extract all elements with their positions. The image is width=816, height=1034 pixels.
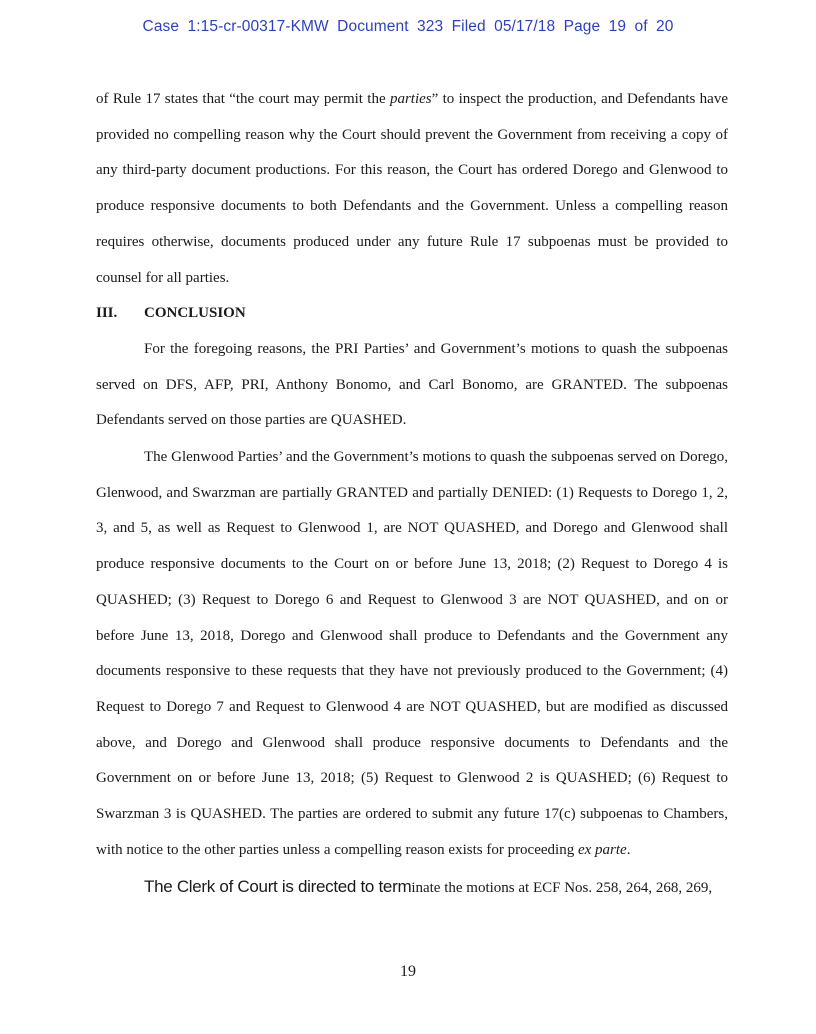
paragraph-continuation — [96, 82, 728, 296]
paragraph-4-text: inate the motions at ECF Nos. 258, 264, 268, 269, — [411, 880, 713, 897]
paragraph-clerk — [96, 869, 728, 907]
case-header: Case 1:15-cr-00317-KMW Document 323 Filed 05/17/18 Page 19 of 20 — [142, 18, 674, 35]
page-number: 19 — [400, 963, 416, 980]
paragraph-conclusion-1: For the foregoing reasons, the PRI Parties’ and Government’s motions to quash the subpoenas served on DFS, AFP, PRI, Anthony Bonomo, and Carl Bonomo, are GRANTED. The subpoenas Defendants served on those parties are QUASHED. — [96, 340, 728, 429]
section-heading — [96, 296, 728, 332]
paragraph-4-emphasized: The Clerk of Court is directed to term — [144, 877, 412, 897]
paragraph-3-italic: ex parte — [577, 841, 627, 858]
paragraph-1-text-a: of Rule 17 states that “the court may permit the — [96, 91, 390, 107]
paragraph-3-text: The Glenwood Parties’ and the Government’s motions to quash the subpoenas served on Dorego, Glenwood, and Swarzman are partially GRANTED and partially DENIED: (1) Requests to Dorego 1, 2, 3, and 5, as well as Request to Glenwood 1, are NOT QUASHED, and Dorego and Glenwood shall produce responsive documents to the Court on or before June 13, 2018; (2) Request to Dorego 4 is QUASHED; (3) Request to Dorego 6 and Request to Glenwood 3 are NOT QUASHED, and on or before June 13, 2018, Dorego and Glenwood shall produce to Defendants and the Government any documents responsive to these requests that they have not previously produced to the Government; (4) Request to Dorego 7 and Request to Glenwood 4 are NOT QUASHED, but are modified as discussed above, and Dorego and Glenwood shall produce responsive documents to Defendants and the Government on or before June 13, 2018; (5) Request to Glenwood 2 is QUASHED; (6) Request to Swarzman 3 is QUASHED. The parties are ordered to submit any future 17(c) subpoenas to Chambers, with notice to the other parties unless a compelling reason exists for proceeding — [96, 449, 728, 858]
section-title: CONCLUSION — [144, 305, 246, 322]
paragraph-1-italic: parties — [389, 91, 432, 107]
document-body — [96, 82, 728, 907]
paragraph-conclusion-2 — [96, 440, 728, 868]
paragraph-3-end: . — [626, 841, 631, 858]
paragraph-1-text-b: ” to inspect the production, and Defendants have provided no compelling reason why the Court should prevent the Government from receiving a copy of any third-party document productions. For this reason, the Court has ordered Dorego and Glenwood to produce responsive documents to both Defendants and the Government. Unless a compelling reason requires otherwise, documents produced under any future Rule 17 subpoenas must be provided to counsel for all parties. — [96, 91, 728, 286]
section-number: III. — [96, 305, 118, 322]
